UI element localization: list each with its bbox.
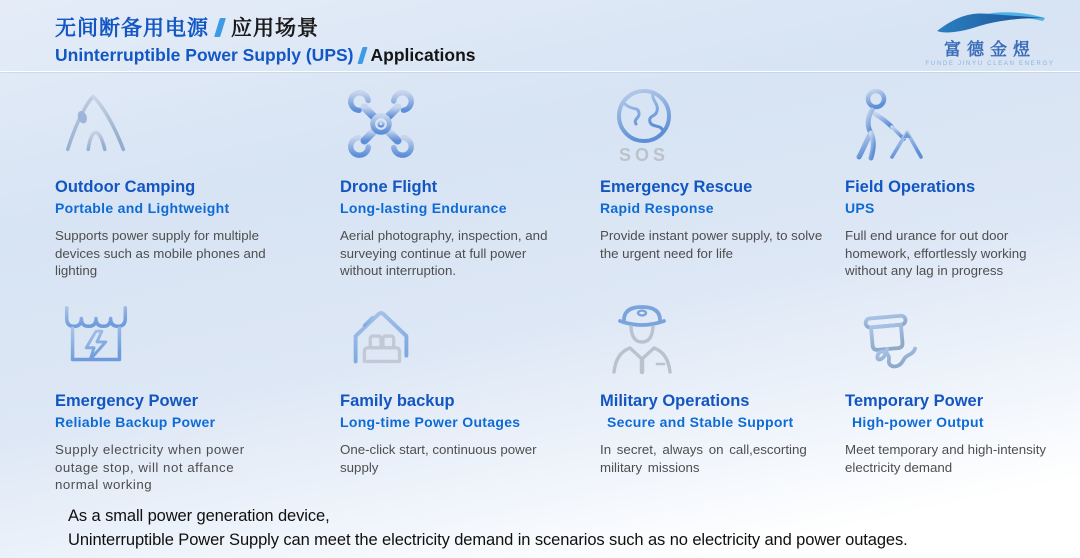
card-subtitle: High-power Output (852, 414, 984, 430)
slash-divider-icon (214, 18, 226, 37)
page-title-zh (55, 12, 476, 42)
title-en-black: Applications (370, 45, 476, 65)
logo-tagline: FUNDE JINYU CLEAN ENERGY (925, 61, 1055, 67)
card-emergency-power (55, 300, 340, 493)
logo-name: 富德金煜 (944, 40, 1036, 59)
title-zh-black: 应用场景 (231, 17, 319, 40)
card-title: Temporary Power (845, 392, 984, 410)
header-divider (0, 71, 1080, 72)
card-description: Provide instant power supply, to solve the urgent need for life (600, 228, 823, 261)
footer-line-1: As a small power generation device, (68, 507, 330, 525)
card-subtitle: Reliable Backup Power (55, 414, 216, 430)
card-subtitle: Long-lasting Endurance (340, 200, 507, 216)
power-plug-icon (845, 300, 1060, 388)
card-description: Full end urance for out door homework, effortlessly working without any lag in progress (845, 228, 1027, 279)
card-description: Aerial photography, inspection, and surveying continue at full power without interruption. (340, 228, 548, 279)
storefront-lightning-icon (55, 300, 340, 388)
card-description: Supports power supply for multiple devices such as mobile phones and lighting (55, 228, 266, 279)
page-title-en (55, 45, 476, 66)
card-title: Field Operations (845, 178, 976, 196)
card-title: Emergency Power (55, 392, 199, 410)
card-drone-flight (340, 86, 600, 279)
footer-line-2: Uninterruptible Power Supply can meet the electricity demand in scenarios such as no electricity and power outages. (68, 530, 908, 549)
sos-globe-icon (600, 86, 845, 174)
field-worker-icon (845, 86, 1060, 174)
applications-grid (55, 86, 1060, 493)
card-temporary-power (845, 300, 1060, 488)
wave-swoosh-icon (931, 8, 1049, 34)
title-en-blue: Uninterruptible Power Supply (UPS) (55, 45, 354, 65)
military-officer-icon (600, 300, 845, 388)
card-subtitle: Secure and Stable Support (607, 414, 794, 430)
card-title: Drone Flight (340, 178, 438, 196)
card-subtitle: UPS (845, 200, 875, 216)
card-description: Meet temporary and high-intensity electricity demand (845, 442, 1047, 475)
svg-text:SOS: SOS (618, 145, 670, 165)
card-field-operations (845, 86, 1060, 279)
company-logo (920, 8, 1060, 67)
card-outdoor-camping (55, 86, 340, 279)
footer-summary (68, 505, 908, 553)
slash-divider-icon (357, 47, 367, 64)
card-family-backup (340, 300, 600, 488)
card-emergency-rescue (600, 86, 845, 274)
tent-icon (55, 86, 340, 174)
header (55, 12, 476, 66)
house-sofa-icon (340, 300, 600, 388)
card-subtitle: Long-time Power Outages (340, 414, 521, 430)
card-title: Emergency Rescue (600, 178, 753, 196)
card-military-operations (600, 300, 845, 488)
card-title: Family backup (340, 392, 455, 410)
title-zh-blue: 无间断备用电源 (55, 17, 209, 40)
drone-icon (340, 86, 600, 174)
card-subtitle: Portable and Lightweight (55, 200, 230, 216)
card-description: Supply electricity when power outage stop, will not affance normal working (55, 442, 245, 493)
card-description: One-click start, continuous power supply (340, 442, 537, 475)
card-title: Military Operations (600, 392, 750, 410)
card-title: Outdoor Camping (55, 178, 196, 196)
card-description: In secret, always on call,escorting military missions (600, 442, 807, 475)
card-subtitle: Rapid Response (600, 200, 714, 216)
